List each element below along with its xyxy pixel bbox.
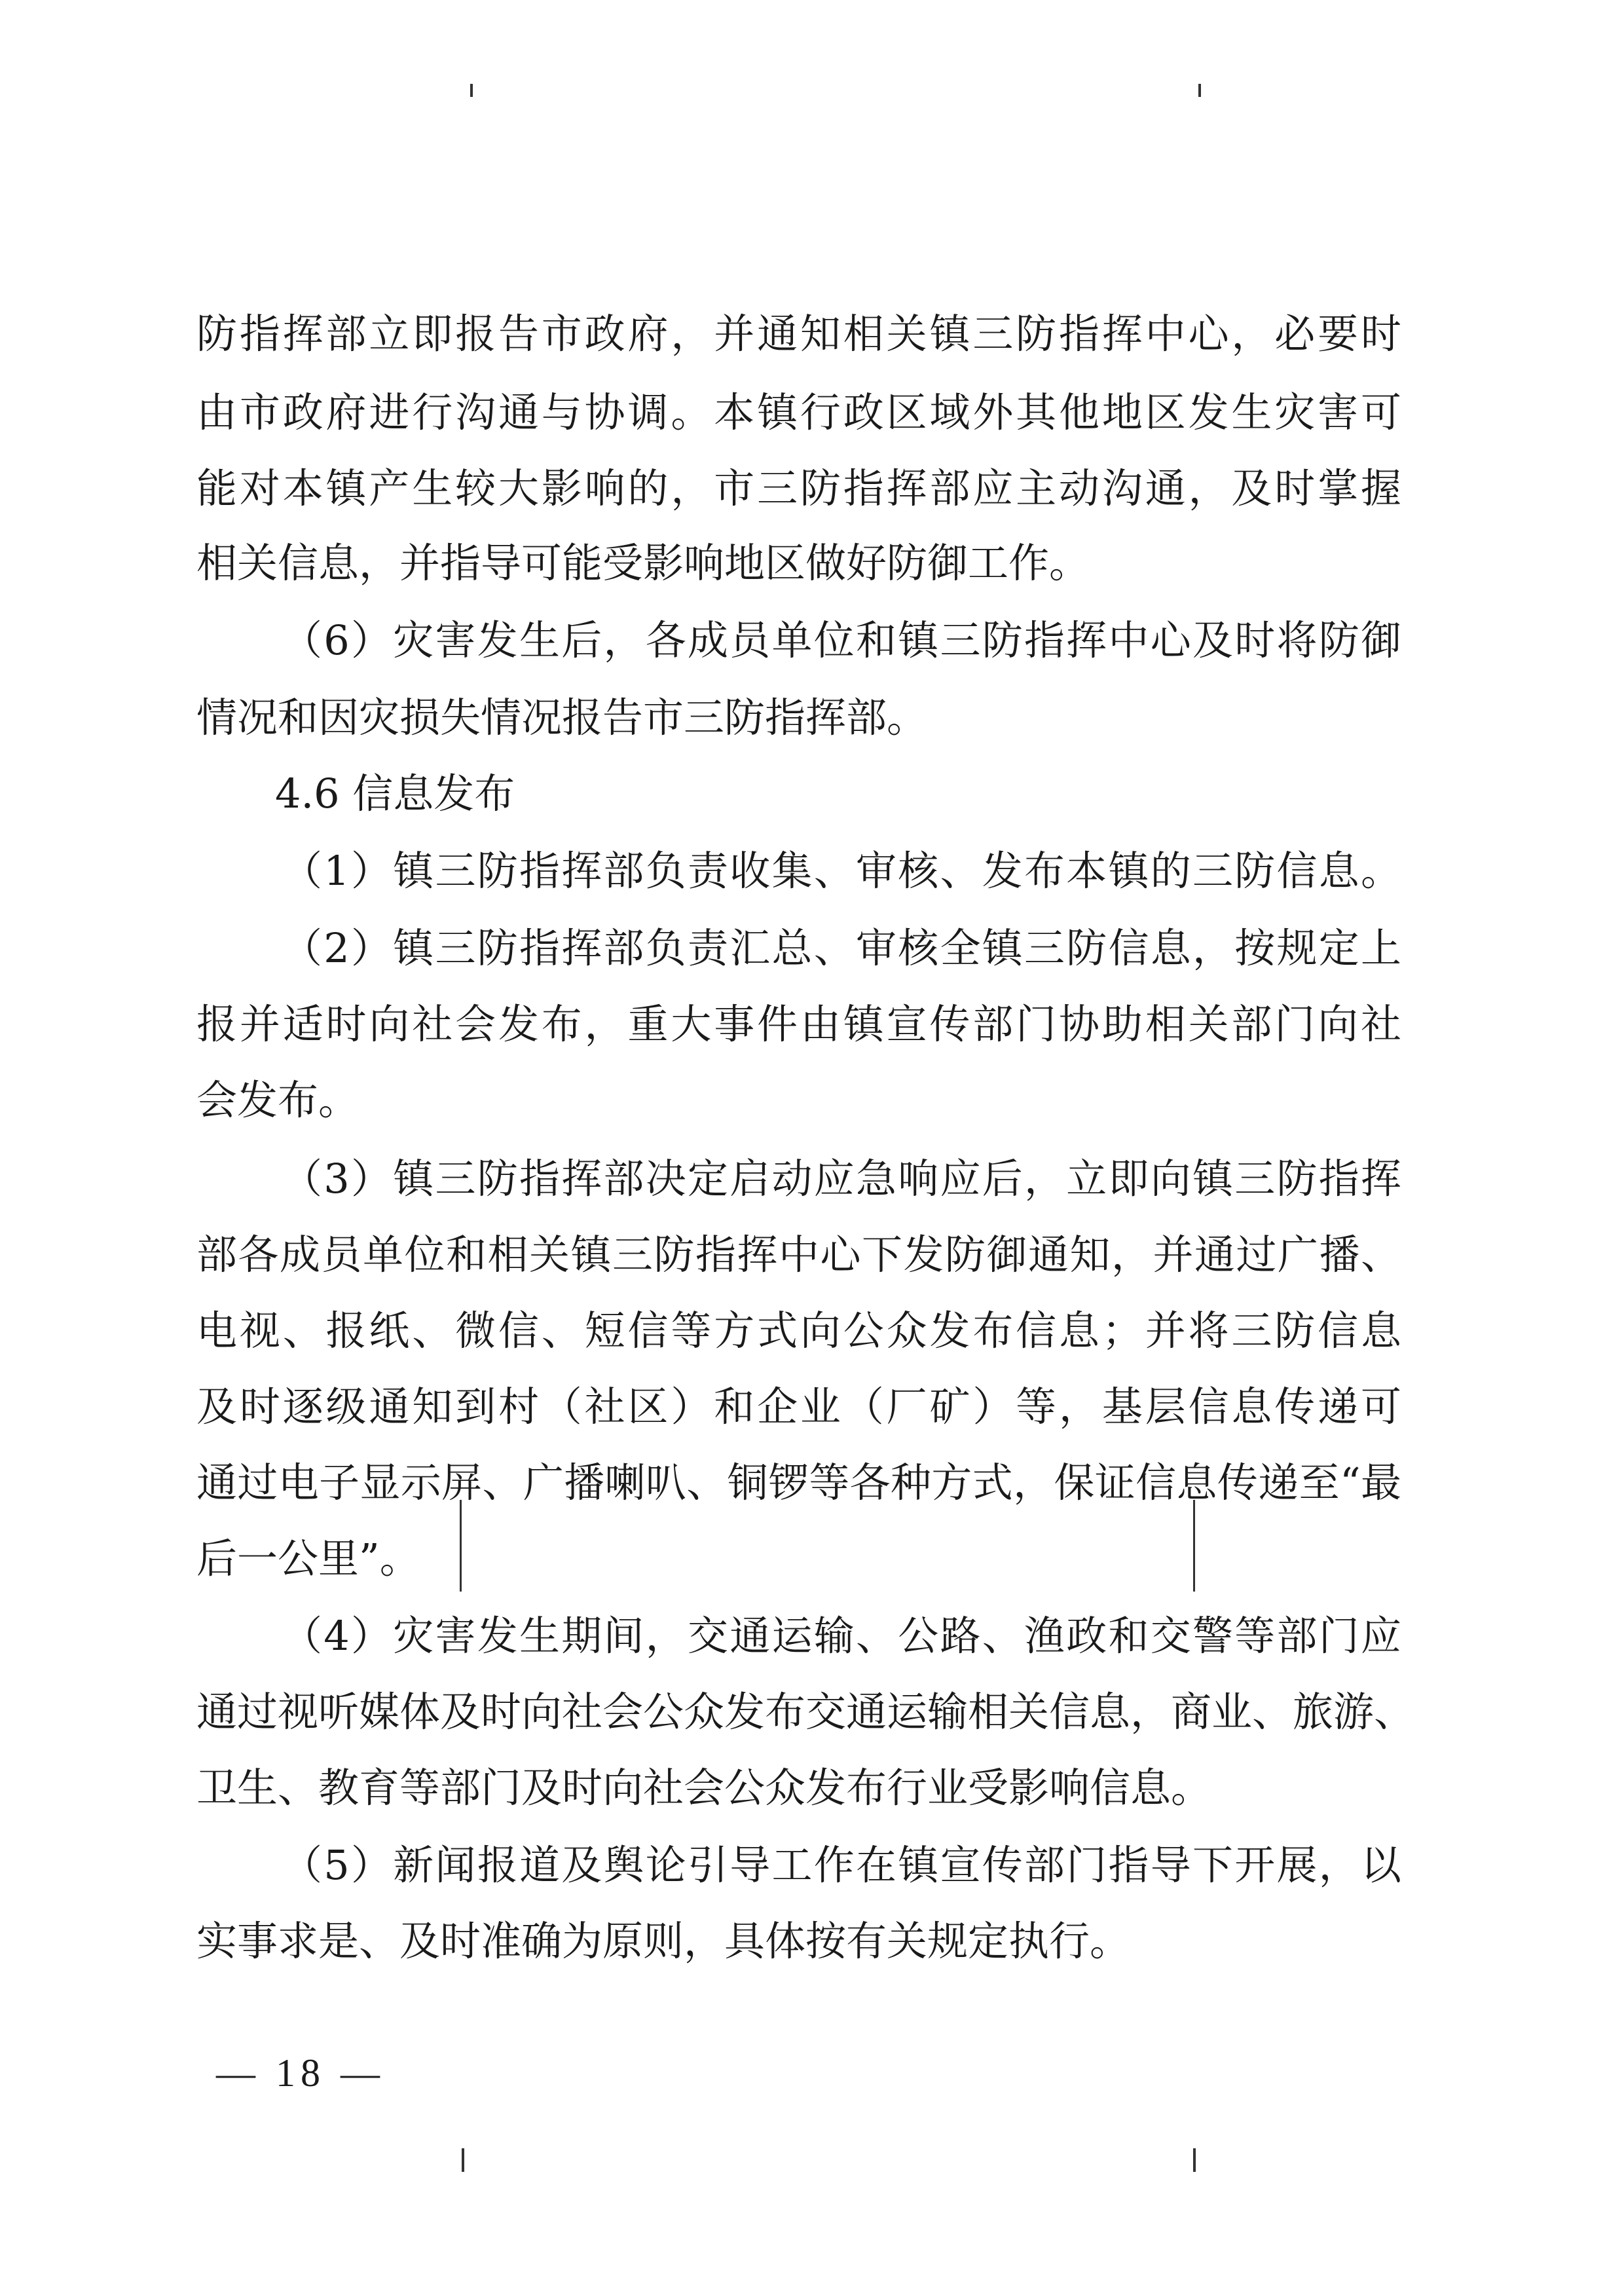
binding-mark-top-right — [1198, 84, 1201, 97]
binding-mark-bottom-right — [1193, 2148, 1196, 2172]
text-line: 通过视听媒体及时向社会公众发布交通运输相关信息，商业、旅游、 — [196, 1688, 1415, 1736]
text-line: （2）镇三防指挥部负责汇总、审核全镇三防信息，按规定上 — [282, 924, 1401, 972]
text-line: 防指挥部立即报告市政府，并通知相关镇三防指挥中心，必要时 — [196, 310, 1401, 358]
text-line: 后一公里”。 — [196, 1535, 420, 1582]
text-line: 电视、报纸、微信、短信等方式向公众发布信息；并将三防信息 — [196, 1307, 1401, 1354]
text-line: 部各成员单位和相关镇三防指挥中心下发防御通知，并通过广播、 — [196, 1231, 1401, 1278]
text-line: 实事求是、及时准确为原则，具体按有关规定执行。 — [196, 1917, 1131, 1965]
binding-mark-top-left — [470, 84, 473, 97]
text-line: （1）镇三防指挥部负责收集、审核、发布本镇的三防信息。 — [282, 847, 1401, 895]
text-line: 报并适时向社会发布，重大事件由镇宣传部门协助相关部门向社 — [196, 1000, 1401, 1048]
text-line: 及时逐级通知到村（社区）和企业（厂矿）等，基层信息传递可 — [196, 1383, 1401, 1430]
text-line: 由市政府进行沟通与协调。本镇行政区域外其他地区发生灾害可 — [196, 388, 1401, 436]
text-line: 能对本镇产生较大影响的，市三防指挥部应主动沟通，及时掌握 — [196, 464, 1401, 512]
text-line: 通过电子显示屏、广播喇叭、铜锣等各种方式，保证信息传递至“最 — [196, 1459, 1401, 1506]
text-line: 卫生、教育等部门及时向社会公众发布行业受影响信息。 — [196, 1764, 1212, 1812]
section-heading: 4.6 信息发布 — [275, 770, 515, 817]
page-number: — 18 — — [216, 2051, 385, 2095]
text-line: （5）新闻报道及舆论引导工作在镇宣传部门指导下开展，以 — [282, 1841, 1401, 1889]
text-line: （6）灾害发生后，各成员单位和镇三防指挥中心及时将防御 — [282, 616, 1401, 664]
text-line: 情况和因灾损失情况报告市三防指挥部。 — [196, 694, 928, 741]
text-line: （4）灾害发生期间，交通运输、公路、渔政和交警等部门应 — [282, 1612, 1401, 1660]
binding-mark-bottom-left — [462, 2148, 464, 2172]
text-line: 会发布。 — [196, 1076, 360, 1124]
text-line: （3）镇三防指挥部决定启动应急响应后，立即向镇三防指挥 — [282, 1155, 1401, 1203]
text-line: 相关信息，并指导可能受影响地区做好防御工作。 — [196, 539, 1090, 587]
